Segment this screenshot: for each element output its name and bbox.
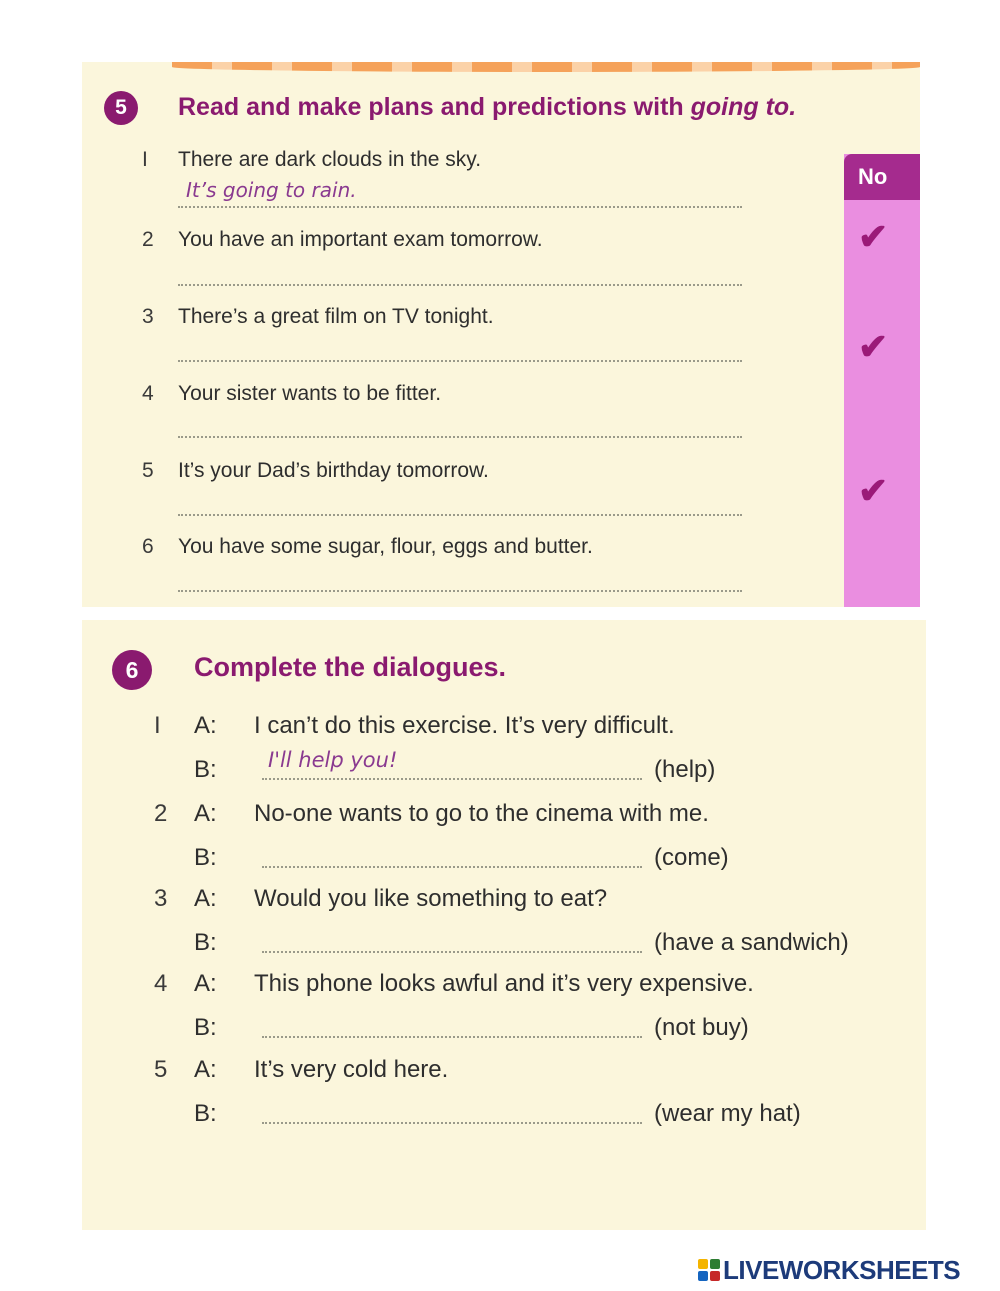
speaker-a-label: A:	[194, 800, 217, 827]
hint-text: (wear my hat)	[654, 1100, 801, 1127]
speaker-a-label: A:	[194, 970, 217, 997]
speaker-b-label: B:	[194, 756, 217, 783]
question-number: 2	[142, 228, 154, 251]
answer-line[interactable]	[262, 778, 642, 780]
dialogue-number: 5	[154, 1056, 168, 1083]
answer-line[interactable]	[178, 360, 742, 362]
dialogue-line-a: It’s very cold here.	[254, 1056, 449, 1083]
answer-line[interactable]	[262, 1036, 642, 1038]
answer-line[interactable]	[178, 206, 742, 208]
dialogue-line-a: I can’t do this exercise. It’s very difficult.	[254, 712, 675, 739]
dialogue-line-a: This phone looks awful and it’s very expensive.	[254, 970, 754, 997]
exercise-number-badge: 6	[112, 650, 152, 690]
dialogue-number: I	[154, 712, 161, 739]
question-number: 4	[142, 382, 154, 405]
dialogue-number: 4	[154, 970, 168, 997]
question-number: 5	[142, 459, 154, 482]
speaker-a-label: A:	[194, 712, 217, 739]
question-text: Your sister wants to be fitter.	[178, 382, 442, 405]
dialogue-line-a: Would you like something to eat?	[254, 885, 608, 912]
speaker-b-label: B:	[194, 929, 217, 956]
dialogue-line-a: No-one wants to go to the cinema with me.	[254, 800, 709, 827]
speaker-b-label: B:	[194, 844, 217, 871]
answer-line[interactable]	[262, 866, 642, 868]
exercise-number-badge: 5	[104, 91, 138, 125]
logo-grid-icon	[698, 1259, 720, 1281]
speaker-a-label: A:	[194, 1056, 217, 1083]
decorative-border	[172, 62, 920, 72]
answer-line[interactable]	[178, 436, 742, 438]
question-text: You have an important exam tomorrow.	[178, 228, 543, 251]
answer-line[interactable]	[262, 1122, 642, 1124]
exercise-title: Read and make plans and predictions with going to.	[178, 93, 797, 121]
hint-text: (not buy)	[654, 1014, 749, 1041]
question-number: 3	[142, 305, 154, 328]
question-number: I	[142, 148, 148, 171]
sidebar-header: No	[844, 154, 920, 200]
question-text: There are dark clouds in the sky.	[178, 148, 482, 171]
hint-text: (have a sandwich)	[654, 929, 849, 956]
answer-line[interactable]	[178, 514, 742, 516]
exercise-6-panel	[82, 620, 926, 1230]
dialogue-number: 3	[154, 885, 168, 912]
hint-text: (help)	[654, 756, 716, 783]
answer-line[interactable]	[178, 590, 742, 592]
liveworksheets-logo	[698, 1256, 960, 1284]
answer-text[interactable]: It’s going to rain.	[186, 178, 357, 202]
question-text: You have some sugar, flour, eggs and butter.	[178, 535, 593, 558]
dialogue-number: 2	[154, 800, 168, 827]
answer-text[interactable]: I'll help you!	[268, 748, 398, 772]
speaker-b-label: B:	[194, 1100, 217, 1127]
answer-line[interactable]	[178, 284, 742, 286]
exercise-5-panel	[82, 62, 920, 607]
speaker-b-label: B:	[194, 1014, 217, 1041]
question-text: It’s your Dad’s birthday tomorrow.	[178, 459, 489, 482]
question-number: 6	[142, 535, 154, 558]
exercise-title: Complete the dialogues.	[194, 652, 507, 682]
speaker-a-label: A:	[194, 885, 217, 912]
check-icon: ✔	[858, 326, 889, 367]
check-icon: ✔	[858, 216, 889, 257]
logo-text: LIVEWORKSHEETS	[723, 1254, 961, 1285]
hint-text: (come)	[654, 844, 729, 871]
check-icon: ✔	[858, 470, 889, 511]
answer-line[interactable]	[262, 951, 642, 953]
question-text: There’s a great film on TV tonight.	[178, 305, 494, 328]
